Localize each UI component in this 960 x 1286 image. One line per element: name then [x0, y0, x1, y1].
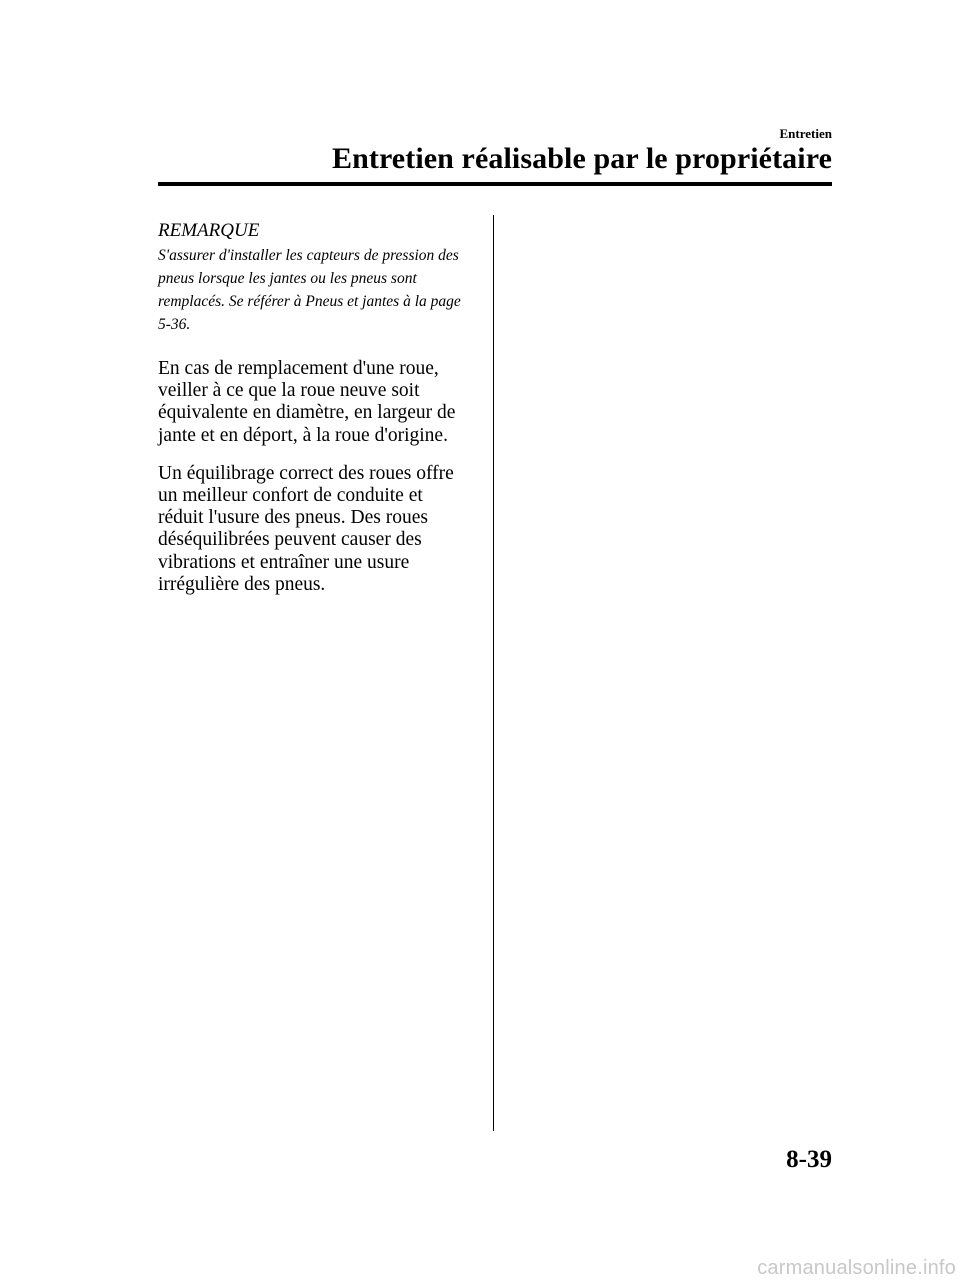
- left-column: [158, 220, 473, 596]
- page-number: 8-39: [786, 1146, 832, 1173]
- paragraph-wheel-replacement: En cas de remplacement d'une roue, veiller à ce que la roue neuve soit équivalente en diamètre, en largeur de jante et en déport, à la roue d'origine.: [158, 358, 456, 446]
- note-text: S'assurer d'installer les capteurs de pression des pneus lorsque les jantes ou les pneus sont remplacés. Se référer à Pneus et jantes à la page 5-36.: [158, 247, 461, 333]
- watermark: carmanualsonline.info: [757, 1257, 956, 1279]
- column-divider: [493, 215, 494, 1131]
- header-rule: [158, 182, 832, 186]
- section-label: Entretien: [779, 126, 832, 141]
- paragraph-wheel-balancing: Un équilibrage correct des roues offre un meilleur confort de conduite et réduit l'usure des pneus. Des roues déséquilibrées peuvent causer des vibrations et entraîner une usure irrégulière des pneus.: [158, 462, 454, 595]
- note-heading: REMARQUE: [158, 220, 260, 241]
- page-title: Entretien réalisable par le propriétaire: [331, 142, 832, 175]
